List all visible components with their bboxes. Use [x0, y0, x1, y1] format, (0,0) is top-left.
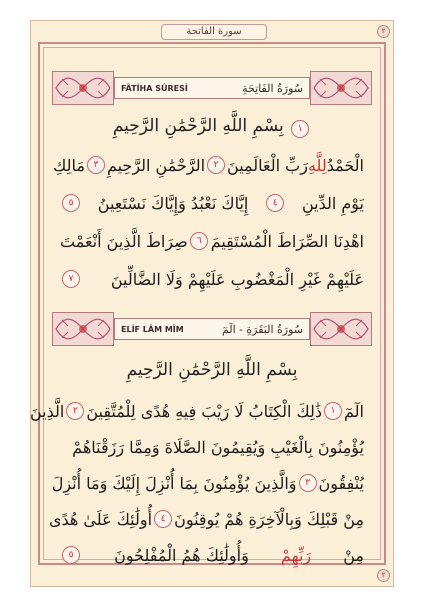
verse-text: وَالَّذِينَ يُؤْمِنُونَ بِمَا أُنْزِلَ إِلَيْكَ وَمَا أُنْزِلَ	[51, 473, 297, 493]
verse-line	[60, 228, 364, 254]
basmala-baqarah: بِسْمِ اللَّهِ الرَّحْمَٰنِ الرَّحِيمِ	[126, 360, 298, 380]
ayah-marker: ٥	[62, 546, 80, 564]
ornament-icon	[310, 312, 372, 346]
verse-line	[53, 152, 364, 178]
ayah-marker: ٣	[299, 474, 317, 492]
verse-text: يُؤْمِنُونَ بِالْغَيْبِ وَيُقِيمُونَ الصَّلَاةَ وَمِمَّا رَزَقْنَاهُمْ	[72, 437, 364, 457]
ayah-marker: ٢	[207, 156, 225, 174]
verse-line	[51, 470, 364, 496]
verse-text: وَأُولَٰئِكَ هُمُ الْمُفْلِحُونَ	[114, 545, 249, 565]
verse-text: لِلَّهِ	[307, 155, 327, 175]
verse-line	[60, 190, 364, 216]
verse-text: يَوْمِ الدِّينِ	[301, 193, 364, 213]
ayah-marker: ٤	[266, 194, 284, 212]
verse-text: أُولَٰئِكَ عَلَىٰ هُدًى	[48, 509, 153, 529]
verse-text: مِنْ	[343, 545, 364, 565]
verse-text: رَبِّ الْعَالَمِينَ	[227, 155, 308, 175]
page-number-top: ٢	[377, 25, 390, 38]
verse-text: إِيَّاكَ نَعْبُدُ وَإِيَّاكَ نَسْتَعِينُ	[97, 193, 249, 213]
ayah-marker: ٤	[154, 510, 172, 528]
verse-text: الٓمٓ	[344, 401, 364, 421]
surah-banner-fatiha	[52, 71, 372, 105]
verse-text: الَّذِينَ	[29, 401, 65, 421]
page-frame	[29, 42, 386, 565]
surah-arabic-name: سُورَةُ البَقَرَةِ - الٓمٓ	[221, 322, 303, 336]
surah-arabic-name: سُورَةُ الفَاتِحَةِ	[242, 81, 303, 95]
verse-text: رَبِّهِمْ	[280, 545, 312, 565]
verse-text: مِنْ قَبْلِكَ وَبِالْآخِرَةِ هُمْ يُوقِنُونَ	[174, 509, 364, 529]
ayah-marker: ٦	[190, 232, 208, 250]
verse-line	[60, 266, 364, 292]
ayah-marker: ٧	[62, 270, 80, 288]
basmala-fatiha: بِسْمِ اللَّهِ الرَّحْمَٰنِ الرَّحِيمِ ١	[40, 116, 384, 138]
verse-line	[29, 398, 364, 424]
ayah-marker: ٣	[87, 156, 105, 174]
verse-text: عَلَيْهِمْ غَيْرِ الْمَغْضُوبِ عَلَيْهِمْ وَلَا الضَّالِّينَ	[110, 269, 364, 289]
ayah-marker: ١	[291, 120, 309, 138]
ornament-icon	[52, 312, 114, 346]
verse-text: اهْدِنَا الصِّرَاطَ الْمُسْتَقِيمَ	[210, 231, 364, 251]
verse-text: يُنْفِقُونَ	[318, 473, 364, 493]
verse-line	[48, 506, 364, 532]
verse-line	[60, 434, 364, 460]
surah-latin-name: ELİF LÂM MÎM	[121, 324, 184, 334]
running-header: سورة الفاتحة	[161, 24, 267, 40]
ornament-icon	[52, 71, 114, 105]
ornament-icon	[310, 71, 372, 105]
verse-text: ذَٰلِكَ الْكِتَابُ لَا رَيْبَ فِيهِ هُدًى لِلْمُتَّقِينَ	[86, 401, 323, 421]
surah-title-box	[114, 318, 310, 340]
mushaf-page	[30, 20, 394, 587]
surah-banner-baqarah	[52, 312, 372, 346]
verse-text: مَالِكِ	[53, 155, 85, 175]
verse-text: صِرَاطَ الَّذِينَ أَنْعَمْتَ	[60, 231, 188, 251]
ayah-marker: ٢	[66, 402, 84, 420]
surah-latin-name: FÂTİHA SÛRESİ	[121, 83, 188, 93]
verse-text: الْحَمْدُ	[326, 155, 364, 175]
ayah-marker: ١	[324, 402, 342, 420]
ayah-marker: ٥	[62, 194, 80, 212]
surah-title-box	[114, 77, 310, 99]
verse-text: الرَّحْمَٰنِ الرَّحِيمِ	[106, 155, 206, 175]
verse-line	[60, 542, 364, 568]
page-number-bottom: ٢	[377, 569, 390, 582]
